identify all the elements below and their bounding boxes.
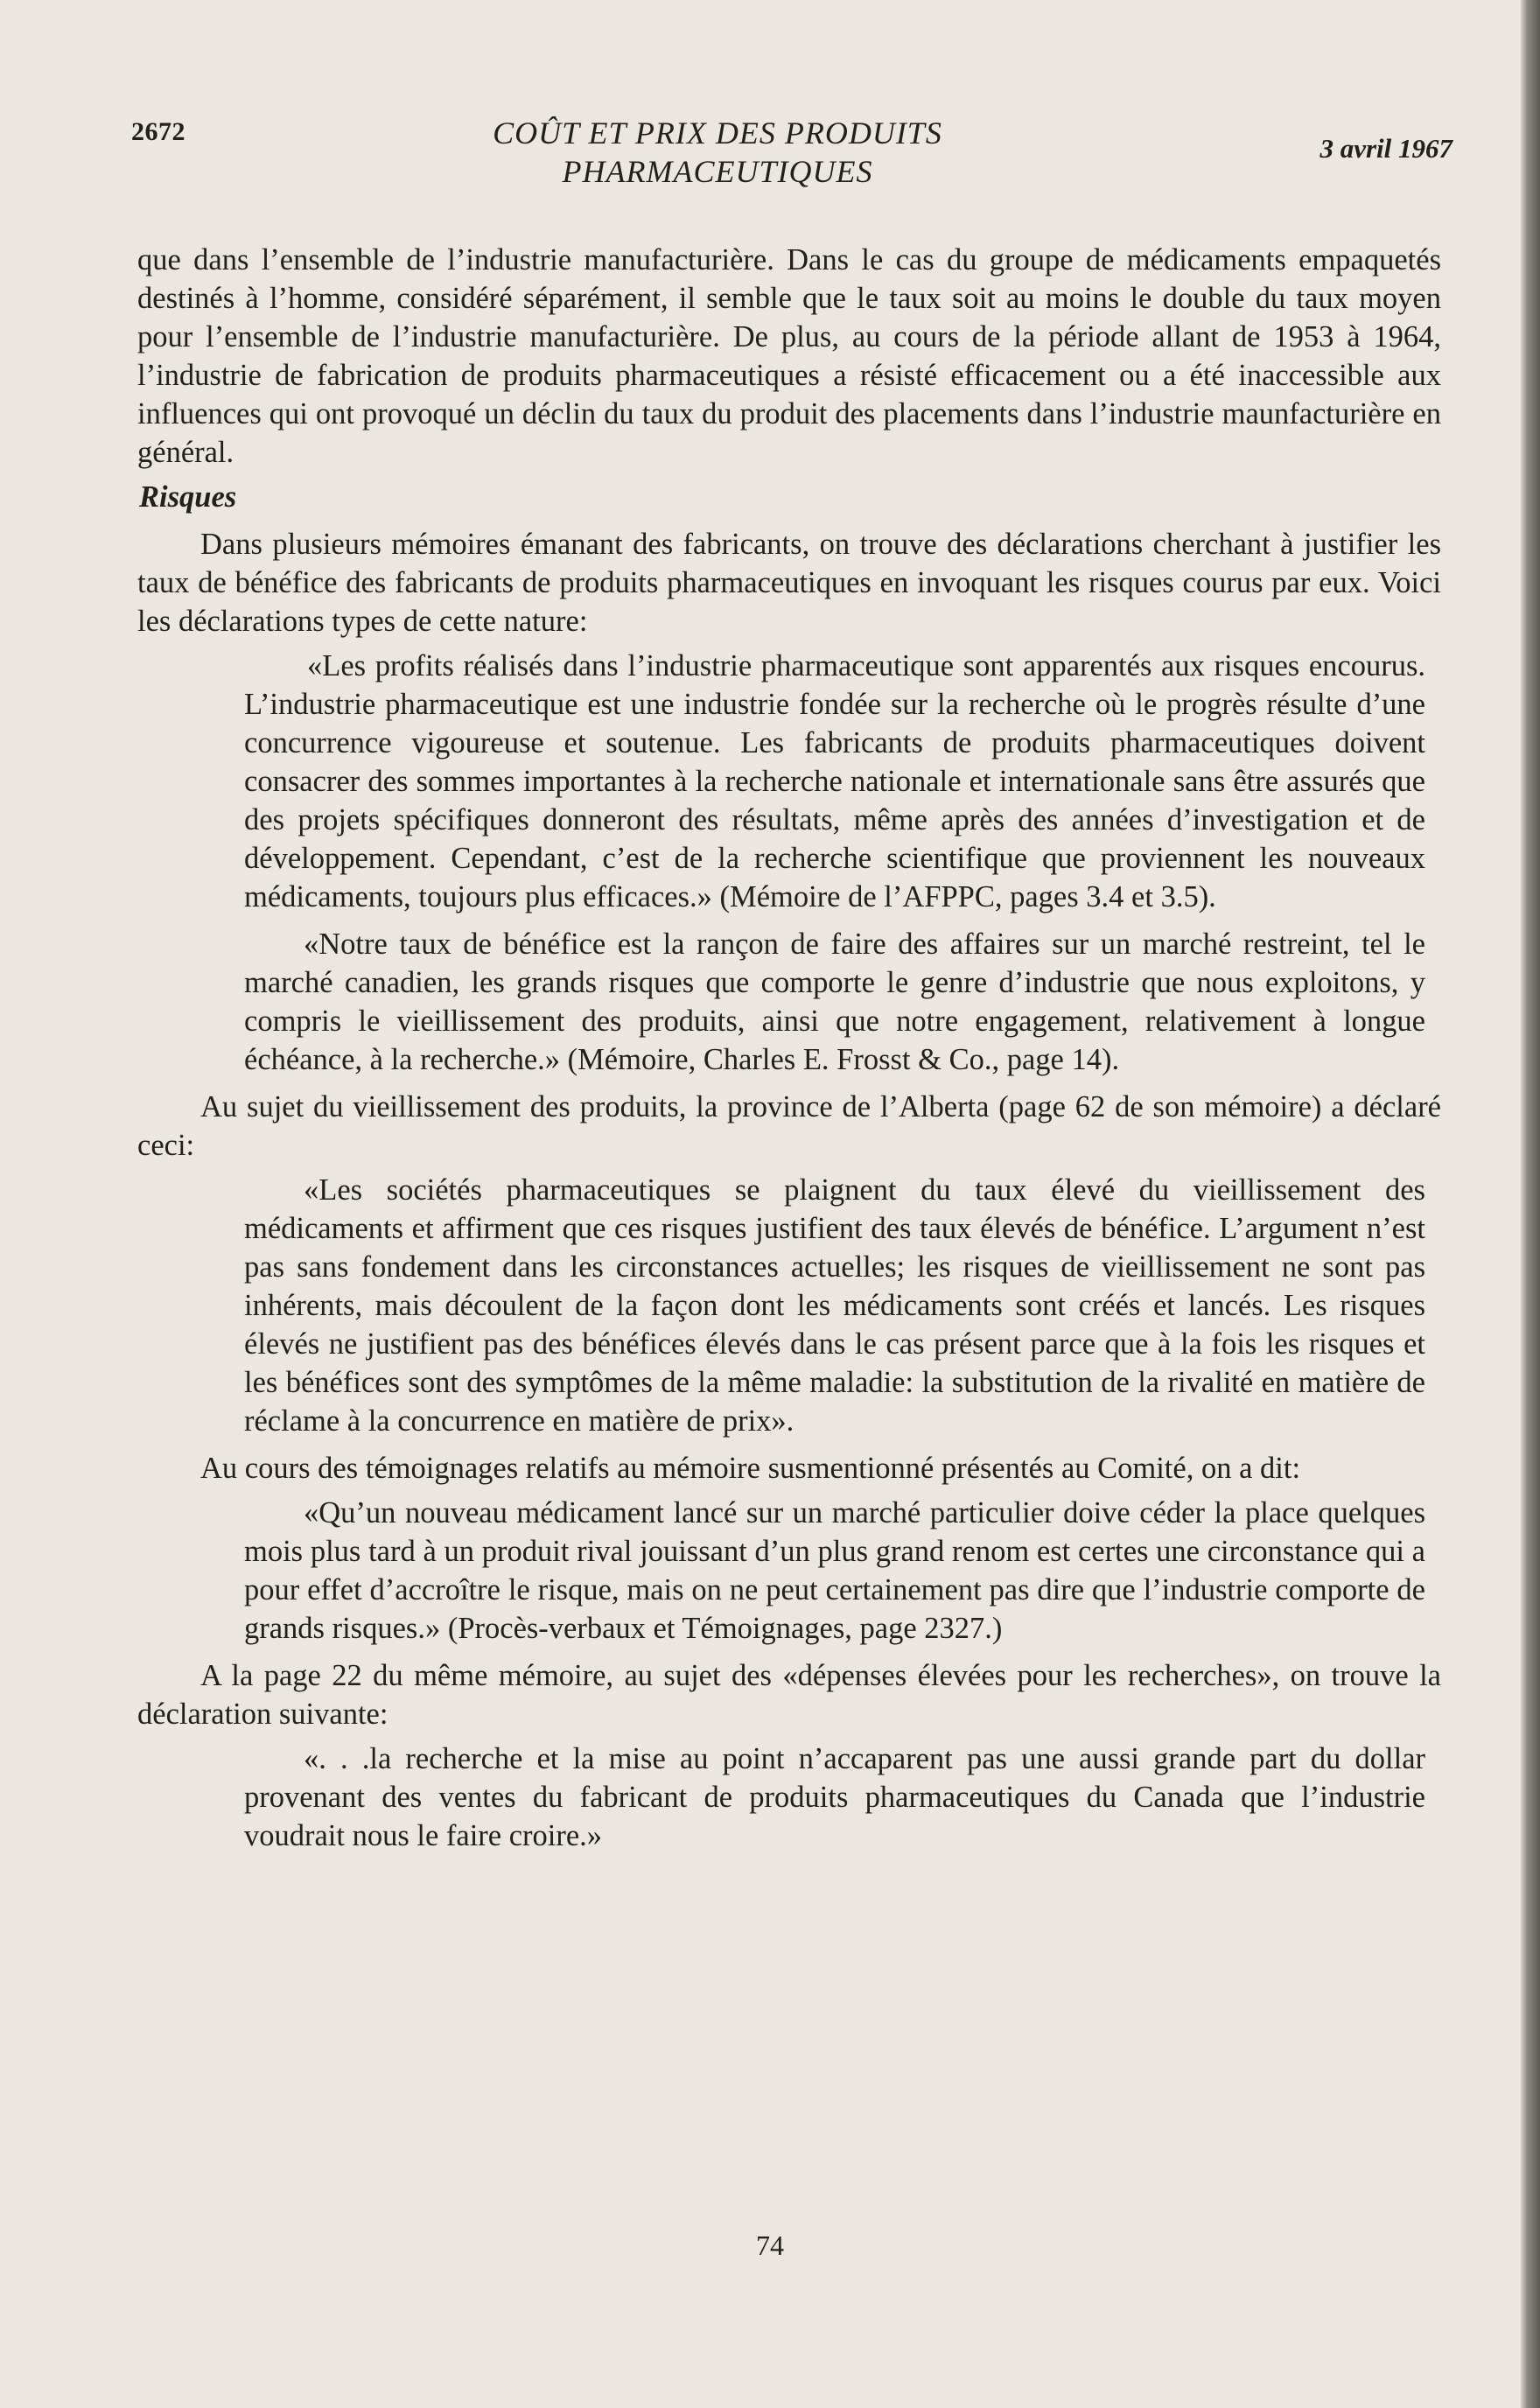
- footer-page-number: 74: [756, 2230, 784, 2261]
- paragraph-temoignages: Au cours des témoignages relatifs au mémoire susmentionné présentés au Comité, on a dit:: [200, 1452, 1301, 1485]
- quote-frosst: «Notre taux de bénéfice est la rançon de faire des affaires sur un marché restreint, tel le marché canadien, les grands risques que comporte le genre d’industrie que nous exploitons, y compris le vieillissement des produits, ainsi que notre engagement, relativement à longue échéance, à la recherche.» (Mémoire, Charles E. Frosst & Co., page 14).: [244, 928, 1425, 1076]
- section-heading: Risques: [139, 480, 237, 514]
- paragraph-continuation: que dans l’ensemble de l’industrie manufacturière. Dans le cas du groupe de médicaments empaquetés destinés à l’homme, considéré séparément, il semble que le taux soit au moins le double du taux moyen pour l’ensemble de l’industrie manufacturière. De plus, au cours de la période allant de 1953 à 1964, l’industrie de fabrication de produits pharmaceutiques a résisté efficacement ou a été inaccessible aux influences qui ont provoqué un déclin du taux du produit des placements dans l’industrie maunfacturière en général.: [137, 243, 1441, 469]
- paragraph-risques: Dans plusieurs mémoires émanant des fabricants, on trouve des déclarations cherchant à justifier les taux de bénéfice des fabricants de produits pharmaceutiques en invoquant les risques courus par eux. Voici les déclarations types de cette nature:: [137, 528, 1441, 638]
- quote-temoignages: «Qu’un nouveau médicament lancé sur un marché particulier doive céder la place quelques mois plus tard à un produit rival jouissant d’un plus grand renom est certes une circonstance qui a pour effet d’accroître le risque, mais on ne peut certainement pas dire que l’industrie comporte de grands risques.» (Procès-verbaux et Témoignages, page 2327.): [244, 1496, 1425, 1645]
- header-page-number: 2672: [131, 117, 186, 146]
- paragraph-page22: A la page 22 du même mémoire, au sujet des «dépenses élevées pour les recherches», on trouve la déclaration suivante:: [137, 1659, 1441, 1731]
- header-date: 3 avril 1967: [1320, 133, 1452, 164]
- page-header: [131, 114, 1452, 210]
- page-edge-shadow: [1521, 0, 1540, 2408]
- quote-alberta: «Les sociétés pharmaceutiques se plaignent du taux élevé du vieillissement des médicaments et affirment que ces risques justifient des taux élevés de bénéfice. L’argument n’est pas sans fondement dans les circonstances actuelles; les risques de vieillissement ne sont pas inhérents, mais découlent de la façon dont les médicaments sont créés et lancés. Les risques élevés ne justifient pas des bénéfices élevés dans le cas présent parce que à la fois les risques et les bénéfices sont des symptômes de la même maladie: la substitution de la rivalité en matière de réclame à la concurrence en matière de prix».: [244, 1173, 1425, 1438]
- paragraph-alberta: Au sujet du vieillissement des produits, la province de l’Alberta (page 62 de son mémoire) a déclaré ceci:: [137, 1090, 1441, 1162]
- running-title-line2: PHARMACEUTIQUES: [562, 154, 873, 189]
- quote-page22: «. . .la recherche et la mise au point n’accaparent pas une aussi grande part du dollar provenant des ventes du fabricant de produits pharmaceutiques du Canada que l’industrie voudrait nous le faire croire.»: [244, 1742, 1425, 1852]
- quote-afppc: «Les profits réalisés dans l’industrie pharmaceutique sont apparentés aux risques encourus. L’industrie pharmaceutique est une industrie fondée sur la recherche où le progrès résulte d’une concurrence vigoureuse et soutenue. Les fabricants de produits pharmaceutiques doivent consacrer des sommes importantes à la recherche nationale et internationale sans être assurés que des projets spécifiques donneront des résultats, même après des années d’investigation et de développement. Cependant, c’est de la recherche scientifique que proviennent les nouveaux médicaments, toujours plus efficaces.» (Mémoire de l’AFPPC, pages 3.4 et 3.5).: [244, 649, 1425, 914]
- document-body: [137, 241, 1441, 1864]
- running-title: [394, 114, 1041, 191]
- running-title-line1: COÛT ET PRIX DES PRODUITS: [493, 116, 942, 150]
